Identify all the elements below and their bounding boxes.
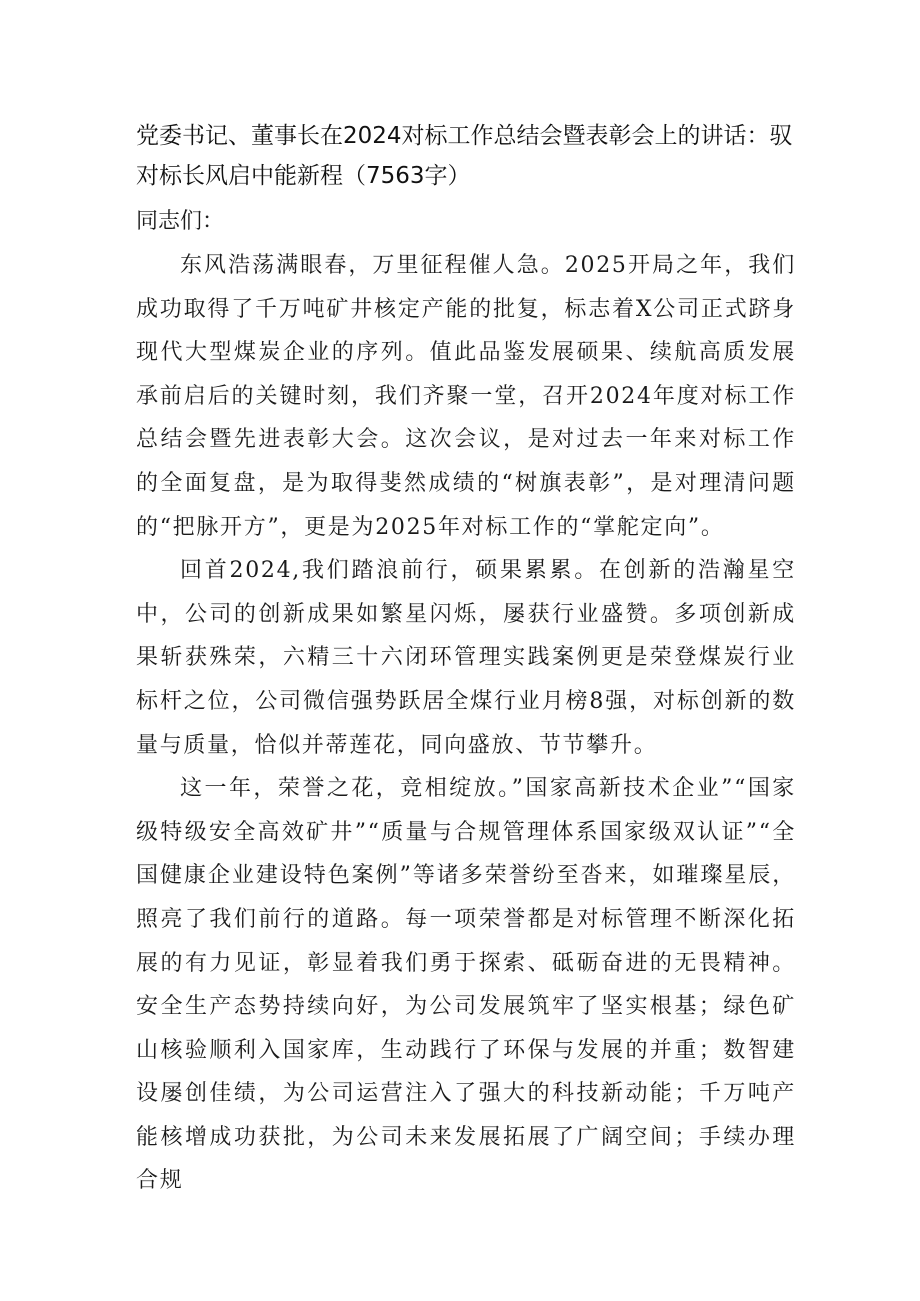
document-title: 党委书记、董事长在2024对标工作总结会暨表彰会上的讲话：驭对标长风启中能新程（7563字） xyxy=(136,123,793,189)
paragraph-2: 回首2024,我们踏浪前行，硕果累累。在创新的浩瀚星空中，公司的创新成果如繁星闪烁，屡获行业盛赞。多项创新成果斩获殊荣，六精三十六闭环管理实践案例更是荣登煤炭行业标杆之位，公司微信强势跃居全煤行业月榜8强，对标创新的数量与质量，恰似并蒂莲花，同向盛放、节节攀升。 xyxy=(136,558,796,758)
salutation: 同志们： xyxy=(136,209,225,234)
paragraph-1: 东风浩荡满眼春，万里征程催人急。2025开局之年，我们成功取得了千万吨矿井核定产能的批复，标志着X公司正式跻身现代大型煤炭企业的序列。值此品鉴发展硕果、续航高质发展承前启后的关键时刻，我们齐聚一堂，召开2024年度对标工作总结会暨先进表彰大会。这次会议，是对过去一年来对标工作的全面复盘，是为取得斐然成绩的“树旗表彰”，是对理清问题的“把脉开方”，更是为2025年对标工作的“掌舵定向”。 xyxy=(136,253,796,540)
paragraph-3: 这一年，荣誉之花，竞相绽放。”国家高新技术企业”“国家级特级安全高效矿井”“质量与合规管理体系国家级双认证”“全国健康企业建设特色案例”等诸多荣誉纷至沓来，如璀璨星辰，照亮了我们前行的道路。每一项荣誉都是对标管理不断深化拓展的有力见证，彰显着我们勇于探索、砥砺奋进的无畏精神。安全生产态势持续向好，为公司发展筑牢了坚实根基；绿色矿山核验顺利入国家库，生动践行了环保与发展的并重；数智建设屡创佳绩，为公司运营注入了强大的科技新动能；千万吨产能核增成功获批，为公司未来发展拓展了广阔空间；手续办理合规 xyxy=(136,776,796,1194)
document-body xyxy=(136,244,796,1203)
